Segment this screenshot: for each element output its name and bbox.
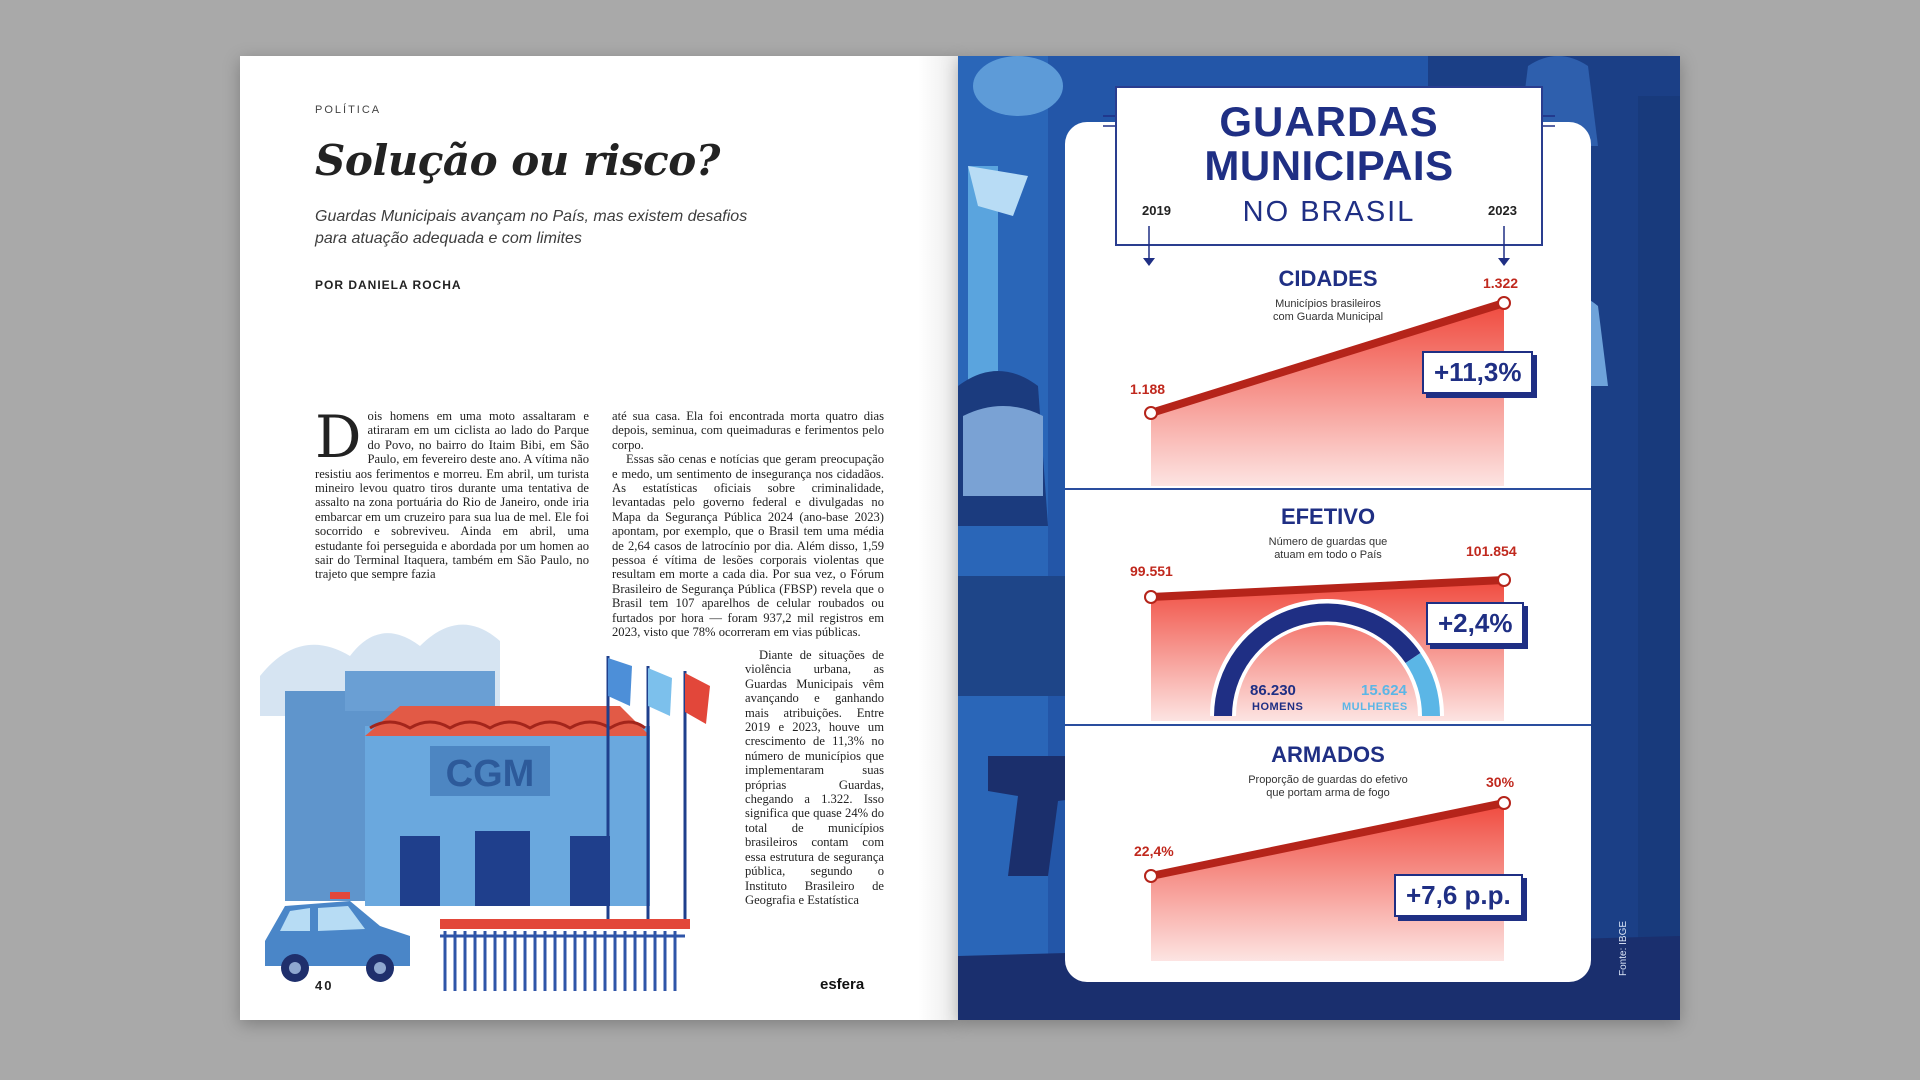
cidades-change-badge: +11,3% bbox=[1422, 351, 1533, 394]
armados-point-start bbox=[1145, 870, 1157, 882]
women-label: MULHERES bbox=[1342, 701, 1408, 713]
paragraph: Diante de situações de violência urbana, as Guardas Municipais vêm avançando e ganhando mais atribuições. Entre 2019 e 2023, houve um crescimento de 11,3% no número de municípios que implementaram suas próprias Guardas, chegando a 1.322. Isso significa que quase 24% do total de municípios brasileiros contam com essa estrutura de segurança pública, segundo o Instituto Brasileiro de Geografia e Estatística bbox=[745, 648, 884, 907]
article-subtitle: Guardas Municipais avançam no País, mas existem desafios para atuação adequada e com limites bbox=[315, 208, 748, 247]
efetivo-subtitle-line2: atuam em todo o País bbox=[1274, 549, 1382, 561]
cidades-title: CIDADES bbox=[1278, 266, 1378, 291]
armados-subtitle-line2: que portam arma de fogo bbox=[1266, 787, 1390, 799]
dropcap: D bbox=[315, 403, 362, 471]
article-title: Solução ou risco? bbox=[315, 136, 720, 185]
year-end: 2023 bbox=[1482, 203, 1523, 218]
paragraph: Essas são cenas e notícias que geram preocupação e medo, um sentimento de insegurança nos cidadãos. As estatísticas oficiais sobre criminalidade, levantadas pelo governo federal e divulgadas no Mapa da Segurança Pública 2024 (ano-base 2023) apontam, por exemplo, que o Brasil tem uma média de 2,64 casos de latrocínio por dia. Além disso, 1,59 pessoa é vítima de lesões corporais violentas que resultam em morte a cada dia. Por sua vez, o Fórum Brasileiro de Segurança Pública (FBSP) revela que o Brasil tem 107 aparelhos de celular roubados ou furtados por hora — foram 937,2 mil registros em 2023, visto que 78% ocorreram em vias públicas. bbox=[612, 452, 884, 640]
armados-start-label: 22,4% bbox=[1134, 843, 1174, 859]
paragraph: até sua casa. Ela foi encontrada morta quatro dias depois, seminua, com queimaduras e ferimentos pelo corpo. bbox=[612, 409, 884, 452]
armados-area-chart bbox=[958, 56, 1680, 1020]
armados-change-badge: +7,6 p.p. bbox=[1394, 874, 1523, 917]
source-note: Fonte: IBGE bbox=[1618, 920, 1629, 976]
infographic-title-line3: NO BRASIL bbox=[1242, 196, 1416, 228]
guard-building-illustration bbox=[240, 596, 740, 996]
men-label: HOMENS bbox=[1252, 701, 1304, 713]
page-number: 40 bbox=[315, 978, 334, 993]
armados-point-end bbox=[1498, 797, 1510, 809]
cidades-subtitle-line2: com Guarda Municipal bbox=[1272, 311, 1384, 323]
cidades-end-label: 1.322 bbox=[1483, 275, 1519, 291]
efetivo-title: EFETIVO bbox=[1280, 504, 1376, 529]
efetivo-change-badge: +2,4% bbox=[1426, 602, 1524, 645]
year-start: 2019 bbox=[1136, 203, 1177, 218]
armados-end-label: 30% bbox=[1486, 774, 1515, 790]
right-page bbox=[958, 56, 1680, 1020]
byline: POR DANIELA ROCHA bbox=[315, 278, 462, 292]
left-page bbox=[240, 56, 958, 1020]
building-sign: CGM bbox=[445, 753, 535, 795]
cidades-start-label: 1.188 bbox=[1130, 381, 1166, 397]
brand-logo: esfera bbox=[820, 976, 865, 993]
article-column-1 bbox=[315, 403, 589, 582]
armados-title: ARMADOS bbox=[1271, 742, 1385, 767]
infographic-title-line1: GUARDAS bbox=[1219, 98, 1439, 145]
column-1-text: ois homens em uma moto assaltaram e atiraram em um ciclista ao lado do Parque do Povo, no bairro do Itaim Bibi, em São Paulo, em fevereiro deste ano. A vítima não resistiu aos ferimentos e morreu. Em abril, um turista mineiro levou quatro tiros durante uma tentativa de assalto na zona portuária do Rio de Janeiro, onde iria embarcar em um cruzeiro para sua lua de mel. Ele foi socorrido e sobreviveu. Ainda em abril, uma estudante foi perseguida e abordada por um homen ao sair do Terminal Itaquera, também em São Paulo, no trajeto que sempre fazia bbox=[315, 409, 589, 582]
efetivo-end-label: 101.854 bbox=[1466, 543, 1517, 559]
women-value: 15.624 bbox=[1361, 682, 1407, 699]
article-column-3 bbox=[745, 648, 884, 907]
section-label: POLÍTICA bbox=[315, 104, 382, 116]
men-value: 86.230 bbox=[1250, 682, 1296, 699]
infographic-title-line2: MUNICIPAIS bbox=[1204, 142, 1454, 189]
cidades-subtitle-line1: Municípios brasileiros bbox=[1275, 298, 1381, 310]
armados-subtitle-line1: Proporção de guardas do efetivo bbox=[1248, 774, 1408, 786]
efetivo-subtitle-line1: Número de guardas que bbox=[1268, 536, 1388, 548]
efetivo-start-label: 99.551 bbox=[1130, 563, 1173, 579]
